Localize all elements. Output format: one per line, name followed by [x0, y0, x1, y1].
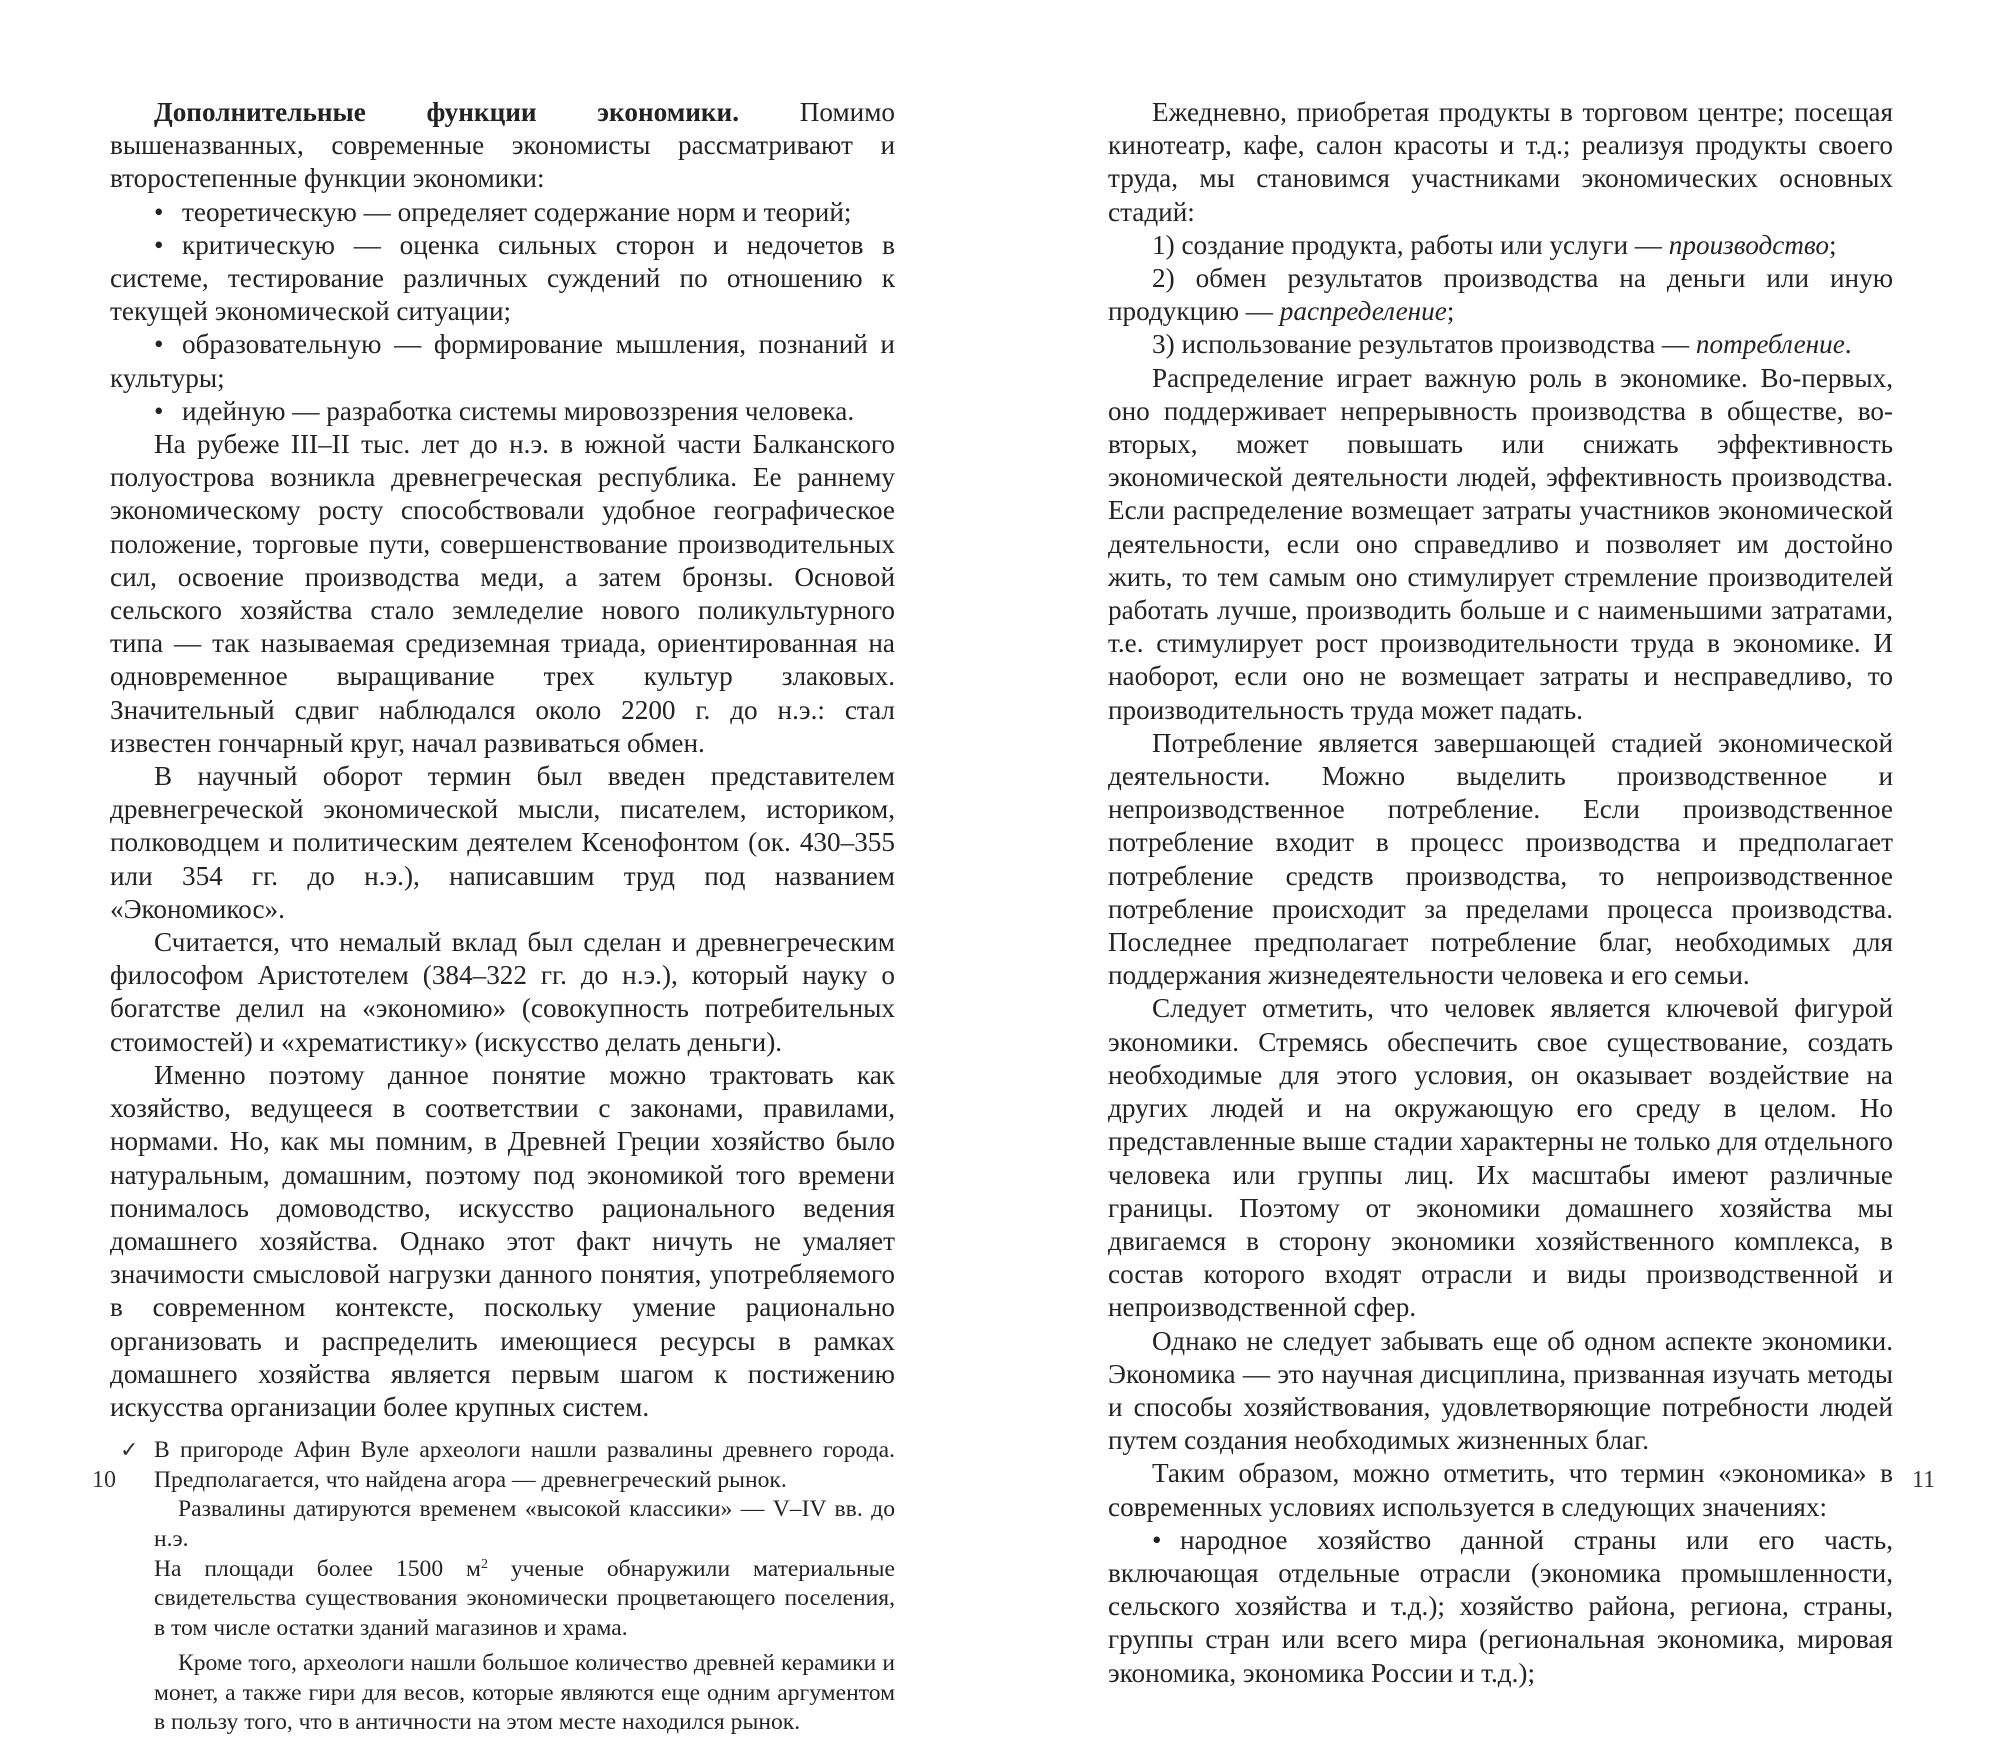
household-paragraph: Именно поэтому данное понятие можно трактовать как хозяйство, ведущееся в соответствии с законами, правилами, нормами. Но, как мы помним, в Древней Греции хозяйство было натуральным, домашним, поэтому под экономикой того времени понималось домоводство, искусство рационального ведения домашнего хозяйства. Однако этот факт ничуть не умаляет значимости смысловой нагрузки данного понятия, употребляемого в современном контексте, поскольку умение рационально организовать и распределить имеющиеся ресурсы в рамках домашнего хозяйства является первым шагом к постижению искусства организации более крупных систем. [110, 1059, 895, 1422]
page-number-left: 10 [92, 1467, 116, 1493]
list-item-text: идейную — разработка системы мировоззрения человека. [182, 395, 855, 426]
note-area-after: ученые обнаружили материальные свидетельства существования экономически процветающего поселения, в том числе остатки зданий магазинов и храма. [154, 1555, 895, 1641]
stage-text: создание продукта, работы или услуги — [1181, 229, 1669, 260]
list-item [1108, 1524, 1893, 1690]
discipline-paragraph: Однако не следует забывать еще об одном аспекте экономики. Экономика — это научная дисциплина, призванная изучать методы и способы хозяйствования, удовлетворяющие потребности людей путем создания необходимых жизненных благ. [1108, 1325, 1893, 1456]
aristotle-paragraph: Считается, что немалый вклад был сделан и древнегреческим философом Аристотелем (384–322 гг. до н.э.), который науку о богатстве делил на «экономию» (совокупность потребительных стоимостей) и «хрематистику» (искусство делать деньги). [110, 927, 895, 1057]
stage-term: производство [1668, 229, 1829, 260]
additional-functions-paragraph [110, 96, 895, 196]
list-item-text: теоретическую — определяет содержание норм и теорий; [182, 196, 852, 227]
list-item [110, 229, 895, 329]
distribution-paragraph: Распределение играет важную роль в экономике. Во-первых, оно поддерживает непрерывность производства в обществе, во-вторых, может повышать или снижать эффективность экономической деятельности людей, эффективность производства. Если распределение возмещает затраты участников экономической деятельности, если оно справедливо и позволяет им достойно жить, то тем самым оно стимулирует стремление производителей работать лучше, производить больше и с наименьшими затратами, т.е. стимулирует рост производительности труда в экономике. И наоборот, если оно не возмещает затраты и несправедливо, то производительность труда может падать. [1108, 362, 1893, 725]
consumption-paragraph: Потребление является завершающей стадией экономической деятельности. Можно выделить производственное и непроизводственное потребление. Если производственное потребление входит в процесс производства и предполагает потребление средств производства, то непроизводственное потребление происходит за пределами процесса производства. Последнее предполагает потребление благ, необходимых для поддержания жизнедеятельности человека и его семьи. [1108, 727, 1893, 991]
stage-term: потребление [1695, 329, 1845, 360]
stage-term: распределение [1279, 296, 1447, 327]
agora-note [120, 1436, 895, 1738]
list-item [1108, 262, 1893, 328]
bullet-icon: • [1152, 1524, 1162, 1555]
list-item [110, 328, 895, 394]
stage-end: . [1844, 329, 1852, 360]
stage-number: 2) [1152, 263, 1175, 294]
note-finds: Кроме того, археологи нашли большое количество древней керамики и монет, а также гири для весов, которые являются еще одним аргументом в пользу того, что в античности на этом месте находился рынок. [154, 1650, 895, 1736]
right-text-column [1108, 96, 1893, 1690]
page-number-right: 11 [1912, 1467, 1936, 1493]
stage-end: ; [1828, 229, 1837, 260]
stage-text: обмен результатов производства на деньги или иную продукцию — [1108, 263, 1894, 327]
run-in-heading: Дополнительные функции экономики. [154, 97, 739, 127]
list-item [1108, 229, 1893, 262]
list-item-text: народное хозяйство данной страны или его часть, включающая отдельные отрасли (экономика промышленности, сельского хозяйства и т.д.); хозяйство района, региона, страны, группы стран или всего мира (региональная экономика, мировая экономика, экономика России и т.д.); [1108, 1524, 1893, 1688]
list-item-text: критическую — оценка сильных сторон и недочетов в системе, тестирование различных суждений по отношению к текущей экономической ситуации; [110, 229, 895, 327]
right-page [1000, 0, 2000, 1688]
note-dating: Развалины датируются временем «высокой классики» — V–IV вв. до н.э. [154, 1496, 895, 1552]
bullet-icon: • [154, 329, 164, 360]
stage-number: 1) [1152, 229, 1175, 260]
stages-list [1108, 229, 1893, 362]
key-figure-paragraph: Следует отметить, что человек является ключевой фигурой экономики. Стремясь обеспечить свое существование, создать необходимые для этого условия, он оказывает воздействие на других людей и на окружающую его среду в целом. Но представленные выше стадии характерны не только для отдельного человека или группы лиц. Их масштабы имеют различные границы. Поэтому от экономики домашнего хозяйства мы двигаемся в сторону экономики хозяйственного комплекса, в состав которого входят отрасли и виды производственной и непроизводственной сфер. [1108, 993, 1893, 1323]
bullet-icon: • [154, 395, 164, 426]
list-item [110, 196, 895, 229]
greek-republic-paragraph: На рубеже III–II тыс. лет до н.э. в южной части Балканского полуострова возникла древнегреческая республика. Ее раннему экономическому росту способствовали удобное географическое положение, торговые пути, совершенствование производительных сил, освоение производства меди, а затем бронзы. Основой сельского хозяйства стало земледелие нового поликультурного типа — так называемая средиземная триада, ориентированная на одновременное выращивание трех культур злаковых. Значительный сдвиг наблюдался около 2200 г. до н.э.: стал известен гончарный круг, начал развиваться обмен. [110, 429, 895, 758]
stage-text: использование результатов производства — [1181, 329, 1696, 360]
note-lead: В пригороде Афин Вуле археологи нашли развалины древнего города. Предполагается, что найдена агора — древнегреческий рынок. [154, 1437, 895, 1493]
note-area-before: На площади более 1500 м [154, 1555, 481, 1582]
left-text-column [110, 96, 895, 1738]
daily-paragraph: Ежедневно, приобретая продукты в торговом центре; посещая кинотеатр, кафе, салон красоты и т.д.; реализуя продукты своего труда, мы становимся участниками экономических основных стадий: [1108, 97, 1893, 227]
stage-number: 3) [1152, 329, 1175, 360]
xenophon-paragraph: В научный оборот термин был введен представителем древнегреческой экономической мысли, писателем, историком, полководцем и политическим деятелем Ксенофонтом (ок. 430–355 или 354 гг. до н.э.), написавшим труд под названием «Экономикос». [110, 761, 895, 924]
bullet-icon: • [154, 196, 164, 227]
list-item [110, 395, 895, 428]
note-area [154, 1555, 895, 1644]
note-area-sup: 2 [480, 1556, 488, 1572]
functions-list [110, 196, 895, 428]
meanings-list [1108, 1524, 1893, 1690]
bullet-icon: • [154, 229, 164, 260]
stage-end: ; [1446, 296, 1455, 327]
meanings-intro-paragraph: Таким образом, можно отметить, что термин «экономика» в современных условиях используется в следующих значениях: [1108, 1458, 1893, 1522]
list-item [1108, 328, 1893, 361]
left-page [0, 0, 1000, 1736]
intro-text: Помимо вышеназванных, современные экономисты рассматривают и второстепенные функции экономики: [110, 97, 895, 194]
list-item-text: образовательную — формирование мышления, познаний и культуры; [110, 329, 895, 393]
checkmark-icon: ✓ [120, 1438, 139, 1464]
